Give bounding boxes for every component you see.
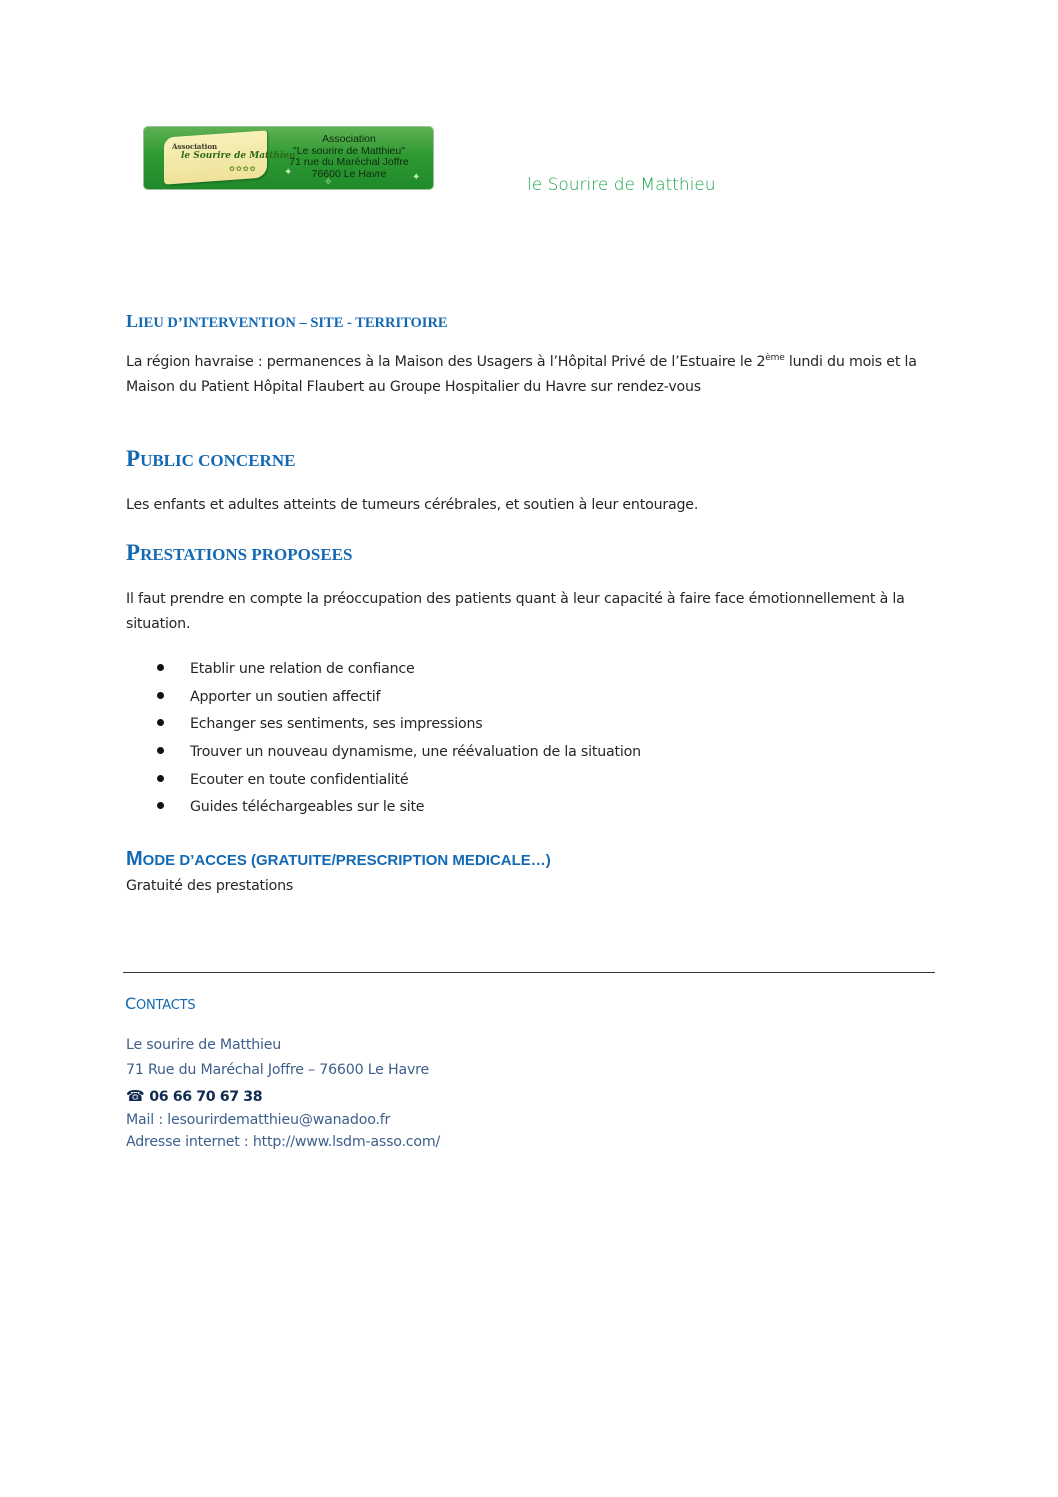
contact-address: 71 Rue du Maréchal Joffre – 76600 Le Havre xyxy=(126,1062,430,1078)
bullet-icon xyxy=(157,747,164,754)
sparkle-icon: ✦ xyxy=(412,172,421,183)
heading-rest: IEU D’INTERVENTION – SITE - TERRITOIRE xyxy=(138,315,448,331)
lieu-superscript: ème xyxy=(765,353,785,363)
list-item xyxy=(126,712,641,740)
sparkle-icon: ✦ xyxy=(284,167,293,178)
lieu-paragraph xyxy=(126,350,946,400)
bullet-icon xyxy=(157,775,164,782)
bullet-icon xyxy=(157,664,164,671)
contact-website[interactable]: Adresse internet : http://www.lsdm-asso.com/ xyxy=(126,1134,441,1150)
logo-address xyxy=(269,134,429,180)
list-item-text: Guides téléchargeables sur le site xyxy=(190,799,425,816)
site-name: le Sourire de Matthieu xyxy=(527,175,716,195)
list-item xyxy=(126,685,641,713)
association-logo xyxy=(143,126,434,190)
list-item xyxy=(126,657,641,685)
heading-cap: P xyxy=(126,446,141,471)
heading-rest: ODE D’ACCES (GRATUITE/PRESCRIPTION MEDICALE…) xyxy=(142,852,551,869)
bullet-icon xyxy=(157,719,164,726)
divider xyxy=(123,972,935,973)
heading-rest: RESTATIONS PROPOSEES xyxy=(140,545,353,564)
lieu-text-continued: lundi du mois et la Maison du Patient Hôpital Flaubert au Groupe Hospitalier du Havre sur rendez-vous xyxy=(126,354,917,395)
public-paragraph: Les enfants et adultes atteints de tumeurs cérébrales, et soutien à leur entourage. xyxy=(126,497,699,513)
list-item-text: Etablir une relation de confiance xyxy=(190,661,415,677)
logo-address-line: "Le sourire de Matthieu" xyxy=(293,144,405,157)
heading-mode-acces xyxy=(126,848,551,871)
list-item-text: Echanger ses sentiments, ses impressions xyxy=(190,716,483,733)
phone-icon: ☎ xyxy=(126,1087,145,1105)
bullet-icon xyxy=(157,692,164,699)
heading-contacts xyxy=(125,994,195,1013)
logo-address-line: Association xyxy=(322,133,376,145)
prestations-paragraph: Il faut prendre en compte la préoccupation des patients quant à leur capacité à faire face émotionnellement à la situation. xyxy=(126,591,905,632)
logo-address-line: 76600 Le Havre xyxy=(311,167,387,180)
logo-association-label: Association xyxy=(172,142,218,151)
list-item-text: Trouver un nouveau dynamisme, une réévaluation de la situation xyxy=(190,744,641,761)
heading-lieu-intervention xyxy=(126,311,448,332)
logo-flowers-icon: ✿✿✿✿ xyxy=(229,165,257,173)
contact-name: Le sourire de Matthieu xyxy=(126,1037,282,1053)
logo-brand-text: le Sourire de Matthieu xyxy=(181,151,296,161)
contact-mail[interactable]: Mail : lesourirdematthieu@wanadoo.fr xyxy=(126,1112,391,1128)
heading-cap: L xyxy=(126,311,139,331)
sparkle-icon: ✧ xyxy=(324,177,333,188)
bullet-icon xyxy=(157,802,164,809)
mode-paragraph: Gratuité des prestations xyxy=(126,878,294,894)
list-item xyxy=(126,740,641,768)
heading-public-concerne xyxy=(126,446,295,472)
lieu-text: La région havraise : permanences à la Maison des Usagers à l’Hôpital Privé de l’Estuaire le 2 xyxy=(126,354,766,370)
contact-phone xyxy=(126,1087,262,1105)
list-item xyxy=(126,795,641,823)
list-item-text: Apporter un soutien affectif xyxy=(190,688,381,705)
list-item-text: Ecouter en toute confidentialité xyxy=(190,771,409,788)
heading-prestations xyxy=(126,540,352,566)
heading-cap: M xyxy=(126,848,143,870)
phone-number: 06 66 70 67 38 xyxy=(149,1089,263,1105)
heading-cap: P xyxy=(126,540,141,565)
heading-cap: C xyxy=(125,994,136,1013)
heading-rest: ONTACTS xyxy=(135,998,196,1013)
list-item xyxy=(126,768,641,796)
prestations-list xyxy=(126,657,641,823)
heading-rest: UBLIC CONCERNE xyxy=(140,451,296,470)
logo-address-line: 71 rue du Maréchal Joffre xyxy=(289,156,409,168)
